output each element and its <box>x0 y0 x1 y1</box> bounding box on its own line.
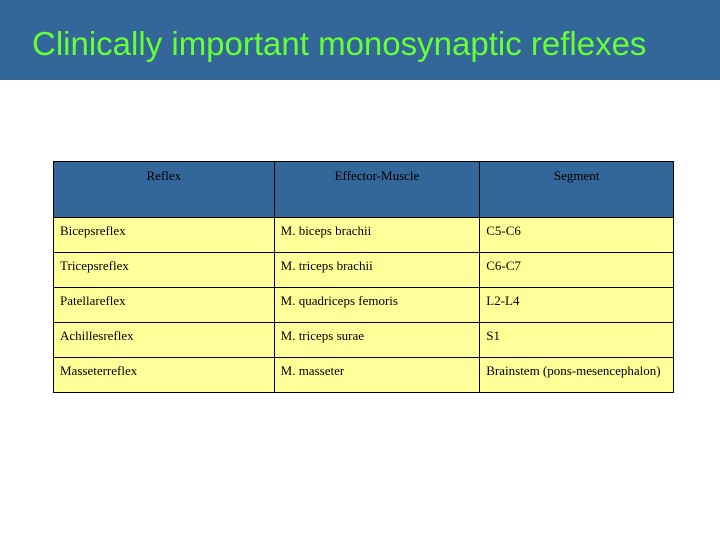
cell-segment: L2-L4 <box>480 288 674 323</box>
table-row <box>54 358 674 393</box>
cell-segment: C5-C6 <box>480 218 674 253</box>
cell-reflex: Bicepsreflex <box>54 218 275 253</box>
cell-reflex: Tricepsreflex <box>54 253 275 288</box>
table-row <box>54 253 674 288</box>
table-row <box>54 323 674 358</box>
cell-muscle: M. triceps brachii <box>274 253 480 288</box>
reflex-table <box>53 161 674 393</box>
header-reflex: Reflex <box>54 162 275 218</box>
cell-muscle: M. masseter <box>274 358 480 393</box>
cell-muscle: M. biceps brachii <box>274 218 480 253</box>
slide-title: Clinically important monosynaptic reflexes <box>32 25 647 62</box>
table-row <box>54 218 674 253</box>
cell-segment: Brainstem (pons-mesencephalon) <box>480 358 674 393</box>
cell-reflex: Achillesreflex <box>54 323 275 358</box>
cell-reflex: Masseterreflex <box>54 358 275 393</box>
cell-segment: S1 <box>480 323 674 358</box>
title-bar <box>0 0 720 80</box>
header-segment: Segment <box>480 162 674 218</box>
table-row <box>54 288 674 323</box>
table-header-row <box>54 162 674 218</box>
cell-muscle: M. quadriceps femoris <box>274 288 480 323</box>
header-effector-muscle: Effector-Muscle <box>274 162 480 218</box>
cell-segment: C6-C7 <box>480 253 674 288</box>
cell-reflex: Patellareflex <box>54 288 275 323</box>
cell-muscle: M. triceps surae <box>274 323 480 358</box>
